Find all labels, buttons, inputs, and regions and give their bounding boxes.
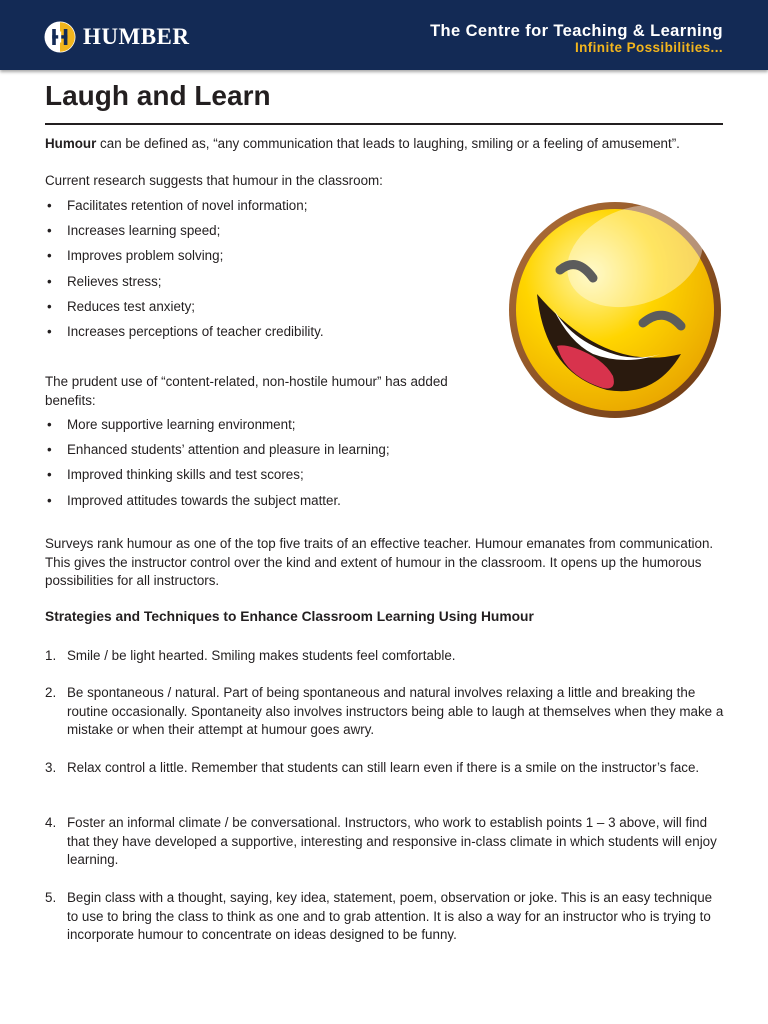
strategy-item [45,647,725,666]
surveys-paragraph: Surveys rank humour as one of the top five traits of an effective teacher. Humour emanates from communication. This gives the instructor control over the kind and extent of humour in the classroom. It opens up the humorous possibilities for all instructors. [45,536,714,588]
list-item: • Improves problem solving; [45,247,324,272]
list-item: • Relieves stress; [45,273,324,298]
strategy-item [45,684,725,740]
title-divider [45,123,723,125]
strategies-heading: Strategies and Techniques to Enhance Classroom Learning Using Humour [45,609,534,624]
list-item: • Reduces test anxiety; [45,298,324,323]
strategy-number: 2. [45,685,57,700]
list-item: • Increases learning speed; [45,222,324,247]
list-item: • Facilitates retention of novel information; [45,197,324,222]
list-item: • Improved attitudes towards the subject matter. [45,492,390,517]
definition-text: can be defined as, “any communication that leads to laughing, smiling or a feeling of amusement”. [96,136,680,151]
logo-text: HUMBER [83,24,190,49]
laughing-smiley-icon [505,198,725,422]
page-title: Laugh and Learn [45,80,271,111]
strategy-text: Smile / be light hearted. Smiling makes students feel comfortable. [67,648,456,663]
strategy-item [45,889,725,945]
strategy-item [45,814,725,870]
definition-paragraph [45,135,735,154]
list-item: • Improved thinking skills and test scores; [45,466,390,491]
strategy-text: Foster an informal climate / be conversational. Instructors, who work to establish points 1 – 3 above, will find that they have developed a supportive, interesting and responsive in-class climate in which students will enjoy learning. [67,815,717,868]
strategy-number: 5. [45,890,57,905]
centre-title: The Centre for Teaching & Learning [430,22,723,40]
humber-logo[interactable] [44,21,190,53]
list-item: • More supportive learning environment; [45,416,390,441]
tagline: Infinite Possibilities... [574,40,723,55]
benefits-list [45,416,390,517]
header-banner [0,0,768,70]
research-list [45,197,324,348]
prudent-intro: The prudent use of “content-related, non-hostile humour” has added benefits: [45,374,448,408]
strategy-number: 1. [45,648,57,663]
list-item: • Enhanced students’ attention and pleasure in learning; [45,441,390,466]
definition-term: Humour [45,136,97,151]
strategy-text: Be spontaneous / natural. Part of being spontaneous and natural involves relaxing a little and breaking the routine occasionally. Spontaneity also involves instructors being able to laugh at themselves when they make a mistake or when their attempt at humour goes awry. [67,685,724,738]
strategy-item [45,759,725,778]
list-item: • Increases perceptions of teacher credibility. [45,323,324,348]
strategy-text: Relax control a little. Remember that students can still learn even if there is a smile on the instructor’s face. [67,760,700,775]
strategy-text: Begin class with a thought, saying, key idea, statement, poem, observation or joke. This is an easy technique to use to bring the class to think as one and to grab attention. It is also a way for an instructor who is trying to incorporate humour to concentrate on ideas designed to be funny. [67,890,713,943]
research-intro: Current research suggests that humour in the classroom: [45,173,383,188]
strategy-number: 4. [45,815,57,830]
humber-logo-icon [44,21,76,53]
strategy-number: 3. [45,760,57,775]
